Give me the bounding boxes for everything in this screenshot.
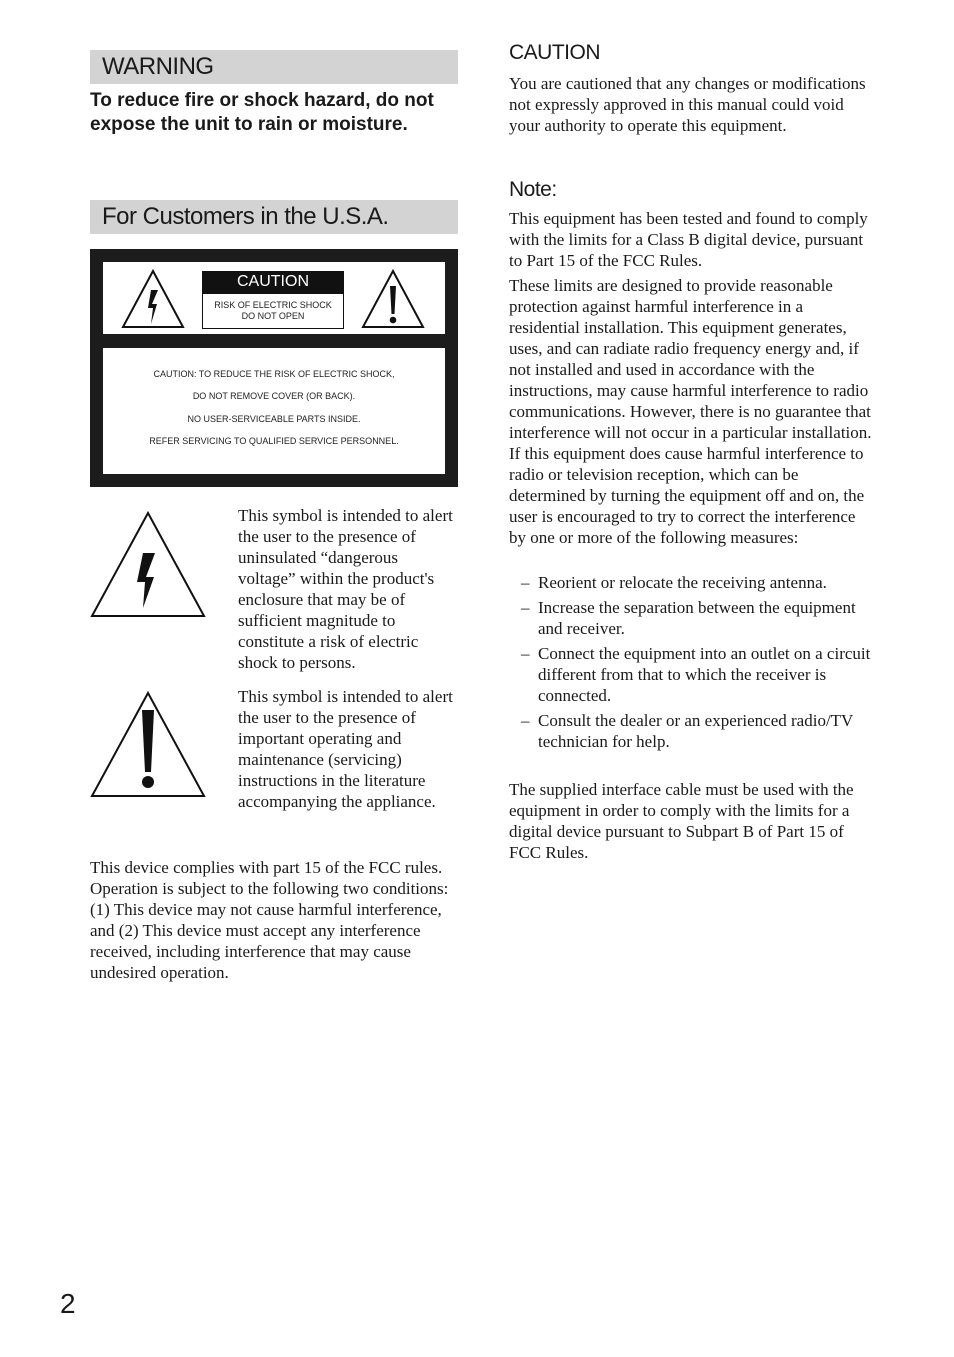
usa-heading: For Customers in the U.S.A. xyxy=(90,200,458,234)
exclamation-symbol-text: This symbol is intended to alert the user to the presence of important operating and maintenance (servicing) instructions in the literature accompanying the appliance. xyxy=(238,687,453,811)
caution-label xyxy=(90,249,458,487)
list-item xyxy=(509,572,875,593)
page-number: 2 xyxy=(60,1288,75,1319)
label-line-4: REFER SERVICING TO QUALIFIED SERVICE PERSONNEL. xyxy=(149,436,399,446)
lightning-symbol-icon xyxy=(89,510,207,618)
bullet-dash: – xyxy=(521,711,530,730)
fcc-compliance-text: This device complies with part 15 of the FCC rules. Operation is subject to the following two conditions: (1) This device may not cause harmful interference, and (2) This device must accept any interference received, including interference that may cause undesired operation. xyxy=(90,858,449,982)
list-item-text: Connect the equipment into an outlet on a circuit different from that to which the receiver is connected. xyxy=(538,644,871,705)
label-line-1: CAUTION: TO REDUCE THE RISK OF ELECTRIC SHOCK, xyxy=(153,369,395,379)
interface-cable-text: The supplied interface cable must be used with the equipment in order to comply with the limits for a digital device pursuant to Subpart B of Part 15 of FCC Rules. xyxy=(509,780,854,862)
label-line-2: DO NOT REMOVE COVER (OR BACK). xyxy=(192,391,356,401)
label-line-3: NO USER-SERVICEABLE PARTS INSIDE. xyxy=(187,414,361,424)
lightning-warning-icon xyxy=(120,268,186,330)
risk-line-2: DO NOT OPEN xyxy=(241,311,305,321)
caution-label-bottom-panel xyxy=(103,348,445,474)
lightning-symbol-text: This symbol is intended to alert the user to the presence of uninsulated “dangerous voltage” within the product's enclosure that may be of sufficient magnitude to constitute a risk of electric shock to persons. xyxy=(238,506,453,672)
note-paragraph-1: This equipment has been tested and found to comply with the limits for a Class B digital device, pursuant to Part 15 of the FCC Rules. xyxy=(509,209,868,270)
list-item-text: Consult the dealer or an experienced radio/TV technician for help. xyxy=(538,711,854,751)
caution-label-top-panel xyxy=(103,262,445,334)
list-item xyxy=(509,643,875,706)
list-item-text: Increase the separation between the equipment and receiver. xyxy=(538,598,856,638)
bullet-dash: – xyxy=(521,644,530,663)
warning-text: To reduce fire or shock hazard, do not expose the unit to rain or moisture. xyxy=(90,90,434,135)
bullet-dash: – xyxy=(521,598,530,617)
list-item xyxy=(509,597,875,639)
exclamation-symbol-icon xyxy=(89,690,207,798)
note-paragraph-2: These limits are designed to provide reasonable protection against harmful interference in a residential installation. This equipment generates, uses, and can radiate radio frequency energy and, if not installed and used in accordance with the instructions, may cause harmful interference to radio communications. However, there is no guarantee that interference will not occur in a particular installation. If this equipment does cause harmful interference to radio or television reception, which can be determined by turning the equipment off and on, the user is encouraged to try to correct the interference by one or more of the following measures: xyxy=(509,276,872,547)
list-item-text: Reorient or relocate the receiving antenna. xyxy=(538,573,827,592)
warning-heading: WARNING xyxy=(90,50,458,84)
measures-list xyxy=(509,572,875,752)
caution-heading: CAUTION xyxy=(509,41,600,64)
caution-mini-title: CAUTION xyxy=(237,273,309,290)
bullet-dash: – xyxy=(521,573,530,592)
risk-line-1: RISK OF ELECTRIC SHOCK xyxy=(214,300,332,310)
note-heading: Note: xyxy=(509,178,557,201)
caution-text: You are cautioned that any changes or modifications not expressly approved in this manual could void your authority to operate this equipment. xyxy=(509,74,866,135)
list-item xyxy=(509,710,875,752)
exclamation-warning-icon xyxy=(360,268,426,330)
